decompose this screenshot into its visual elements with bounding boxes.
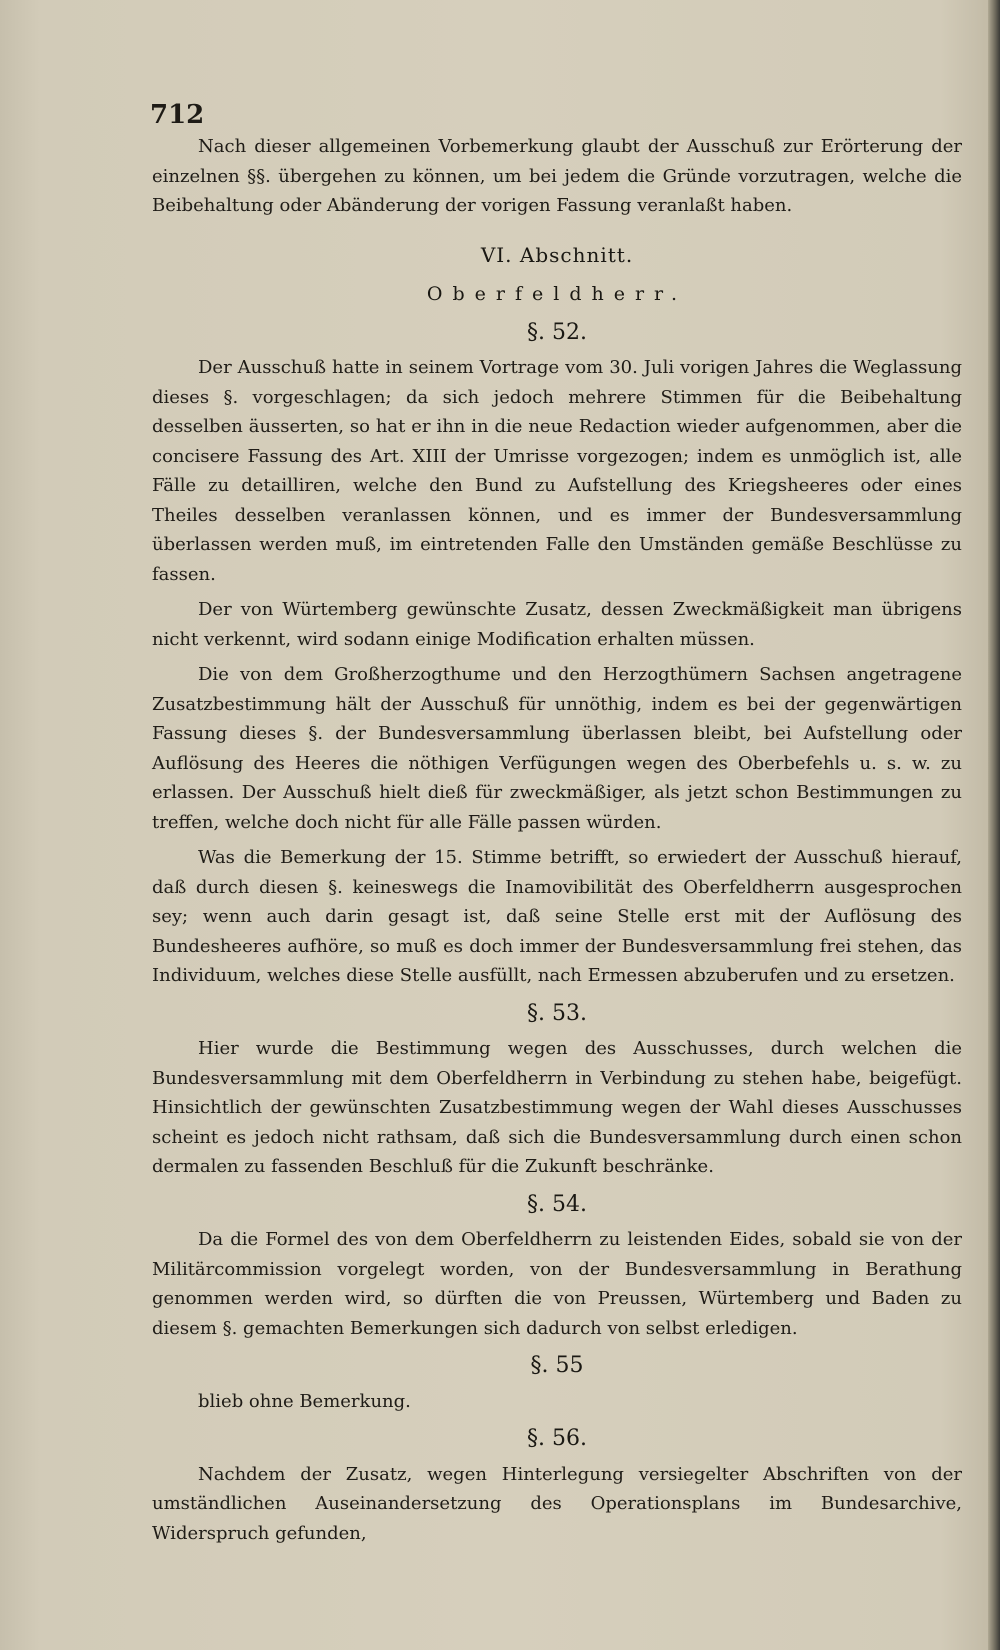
body-paragraph: blieb ohne Bemerkung. bbox=[198, 1390, 411, 1412]
paragraph-heading: §. 56. bbox=[527, 1426, 587, 1451]
page-edge-shadow bbox=[988, 0, 1000, 1650]
paragraph-heading: §. 53. bbox=[527, 1000, 587, 1026]
body-paragraph: Der Ausschuß hatte in seinem Vortrage vom 30. Juli vorigen Jahres die Weglassung dieses §. vorgeschlagen; da sich jedoch mehrere Stimmen für die Beibehaltung desselben äusserten, so hat er ihn in die neue Redaction wieder aufgenommen, aber die concisere Fassung des Art. XIII der Umrisse vorgezogen; indem es unmöglich ist, alle Fälle zu detailliren, welche den Bund zu Aufstellung des Kriegsheeres oder eines Theiles desselben veranlassen können, und es immer der Bundesversammlung überlassen werden muß, im eintretenden Falle den Umständen gemäße Beschlüsse zu fassen. bbox=[152, 357, 962, 585]
paragraph-heading: §. 52. bbox=[527, 319, 587, 345]
body-paragraph: Da die Formel des von dem Oberfeldherrn zu leistenden Eides, sobald sie von der Militärcommission vorgelegt worden, von der Bundesversammlung in Berathung genommen werden wird, so dürften die von Preussen, Würtemberg und Baden zu diesem §. gemachten Bemerkungen sich dadurch von selbst erledigen. bbox=[152, 1229, 962, 1339]
intro-paragraph: Nach dieser allgemeinen Vorbemerkung glaubt der Ausschuß zur Erörterung der einzelnen §§. übergehen zu können, um bei jedem die Gründe vorzutragen, welche die Beibehaltung oder Abänderung der vorigen Fassung veranlaßt haben. bbox=[152, 136, 962, 216]
section-subtitle: Oberfeldherr. bbox=[426, 283, 688, 305]
body-paragraph: Nachdem der Zusatz, wegen Hinterlegung versiegelter Abschriften von der umständlichen Auseinandersetzung des Operationsplans im Bundesarchive, Widerspruch gefunden, bbox=[152, 1463, 962, 1544]
body-paragraph: Hier wurde die Bestimmung wegen des Ausschusses, durch welchen die Bundesversammlung mit dem Oberfeldherrn in Verbindung zu stehen habe, beigefügt. Hinsichtlich der gewünschten Zusatzbestimmung wegen der Wahl dieses Ausschusses scheint es jedoch nicht rathsam, daß sich die Bundesversammlung durch einen schon dermalen zu fassenden Beschluß für die Zukunft beschränke. bbox=[152, 1038, 962, 1177]
paragraph-heading: §. 54. bbox=[527, 1191, 587, 1217]
paragraph-heading: §. 55 bbox=[530, 1353, 584, 1378]
body-paragraph: Die von dem Großherzogthume und den Herzogthümern Sachsen angetragene Zusatzbestimmung hält der Ausschuß für unnöthig, indem es bei der gegenwärtigen Fassung dieses §. der Bundesversammlung überlassen bleibt, bei Aufstellung oder Auflösung des Heeres die nöthigen Verfügungen wegen des Oberbefehls u. s. w. zu erlassen. Der Ausschuß hielt dieß für zweckmäßiger, als jetzt schon Bestimmungen zu treffen, welche doch nicht für alle Fälle passen würden. bbox=[152, 664, 962, 833]
page-content bbox=[152, 132, 962, 1554]
section-title: VI. Abschnitt. bbox=[480, 242, 634, 267]
body-paragraph: Was die Bemerkung der 15. Stimme betrifft, so erwiedert der Ausschuß hierauf, daß durch diesen §. keineswegs die Inamovibilität des Oberfeldherrn ausgesprochen sey; wenn auch darin gesagt ist, daß seine Stelle erst mit der Auflösung des Bundesheeres aufhöre, so muß es doch immer der Bundesversammlung frei stehen, das Individuum, welches diese Stelle ausfüllt, nach Ermessen abzuberufen und zu ersetzen. bbox=[152, 847, 962, 986]
page-number: 712 bbox=[150, 100, 205, 130]
body-paragraph: Der von Würtemberg gewünschte Zusatz, dessen Zweckmäßigkeit man übrigens nicht verkennt, wird sodann einige Modification erhalten müssen. bbox=[152, 599, 962, 650]
